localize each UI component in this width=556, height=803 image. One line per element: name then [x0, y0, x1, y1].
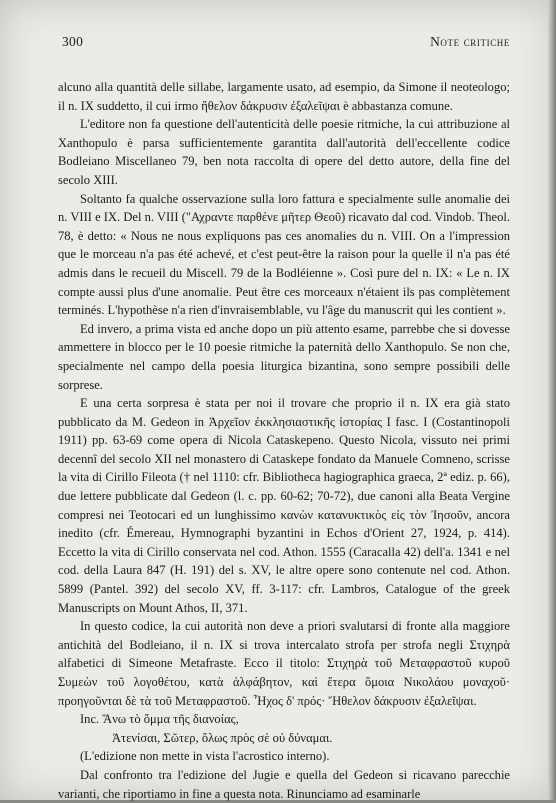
running-title: Note critiche — [430, 34, 510, 49]
body-text — [58, 78, 510, 803]
paragraph: In questo codice, la cui autorità non deve a priori svalutarsi di fronte alla maggiore antichità del Bodleiano, il n. IX si trova intercalato strofa per strofa negli Στιχηρὰ alfabetici di Simeone Metafraste. Ecco il titolo: Στιχηρὰ τοῦ Μεταφραστοῦ κυροῦ Συμεὼν τοῦ λογοθέτου, κατὰ ἀλφάβητον, καὶ ἕτερα ὅμοια Νικολάου μοναχοῦ· προηγοῦνται δὲ τὰ τοῦ Μεταφραστοῦ. Ἦχος δ' πρός· Ἤθελον δάκρυσιν ἐξαλεῖψαι. — [58, 619, 510, 708]
paragraph: Dal confronto tra l'edizione del Jugie e quella del Gedeon si ricavano parecchie varianti, che riportiamo in fine a questa nota. Rinunciamo ad esaminarle — [58, 767, 510, 801]
editorial-note: (L'edizione non mette in vista l'acrostico interno). — [80, 749, 330, 764]
page-number: 300 — [62, 34, 84, 49]
page-edge-shadow — [548, 0, 556, 800]
paragraph: Ed invero, a prima vista ed anche dopo un più attento esame, parrebbe che si dovesse ammettere in blocco per le 10 poesie ritmiche la paternità dello Xanthopulo. Se non che, specialmente nel campo della poesia liturgica bizantina, sono sempre possibili delle sorprese. — [58, 321, 510, 392]
paragraph: alcuno alla quantità delle sillabe, largamente usato, ad esempio, da Simone il neoteologo; il n. IX suddetto, il cui irmo ἤθελον δάκρυσιν ἐξαλεῖψαι è abbastanza comune. — [58, 80, 510, 113]
paragraph: E una certa sorpresa è stata per noi il trovare che proprio il n. IX era già stato pubblicato da M. Gedeon in Ἀρχεῖον ἐκκλησιαστικῆς ἱστορίας I fasc. I (Costantinopoli 1911) pp. 63-69 come opera di Nicola Cataskepeno. Questo Nicola, vissuto nei primi decennî del secolo XII nel monastero di Cataskepe fondato da Manuele Comneno, scrisse la vita di Cirillo Fileota († nel 1110: cfr. Bibliotheca hagiographica graeca, 2ª ediz. p. 66), due lettere pubblicate dal Gedeon (l. c. pp. 60-62; 70-72), due canoni alla Beata Vergine compresi nei Teotocari ed un lunghissimo κανὼν κατανυκτικὸς εἰς τὸν Ἰησοῦν, ancora inedito (cfr. Émereau, Hymnographi byzantini in Echos d'Orient 27, 1924, p. 414). Eccetto la vita di Cirillo conservata nel cod. Athon. 1555 (Caracalla 42) dell'a. 1341 e nel cod. della Laura 847 (H. 191) del s. XV, le altre opere sono contenute nel cod. Athon. 5899 (Pantel. 392) del secolo XV, ff. 3-117: cfr. Lambros, Catalogue of the greek Manuscripts on Mount Athos, II, 371. — [58, 396, 510, 615]
verse-line: Inc. Ἄνω τὸ ὄμμα τῆς διανοίας, — [80, 712, 239, 727]
paragraph: L'editore non fa questione dell'autenticità delle poesie ritmiche, la cui attribuzione al Xanthopulo è parsa sufficientemente garantita dall'autorità dell'eccellente codice Bodleiano Miscellaneo 79, ben nota raccolta di opere del detto autore, della fine del secolo XIII. — [58, 117, 510, 187]
paragraph: Soltanto fa qualche osservazione sulla loro fattura e specialmente sulle anomalie dei n. VIII e IX. Del n. VIII ("Αχραντε παρθένε μῆτερ Θεοῦ) ricavato dal cod. Vindob. Theol. 78, è detto: « Nous ne nous expliquons pas ces anomalies du n. VIII. On a l'impression que le morceau n'a pas été achevé, et c'est peut-être la raison pour la quelle il n'a pas été admis dans le recueil du Miscell. 79 de la Bodléienne ». Così pure del n. IX: « Le n. IX compte aussi plus d'une anomalie. Peut être ces morceaux n'étaient ils pas complètement terminés. L'hypothèse n'a rien d'invraisemblable, vu l'âge du manuscrit qui les contient ». — [58, 191, 510, 318]
page-header — [62, 34, 510, 54]
verse-line: Ἀτενίσαι, Σῶτερ, ὅλως πρὸς σὲ οὐ δύναμαι. — [112, 730, 333, 745]
